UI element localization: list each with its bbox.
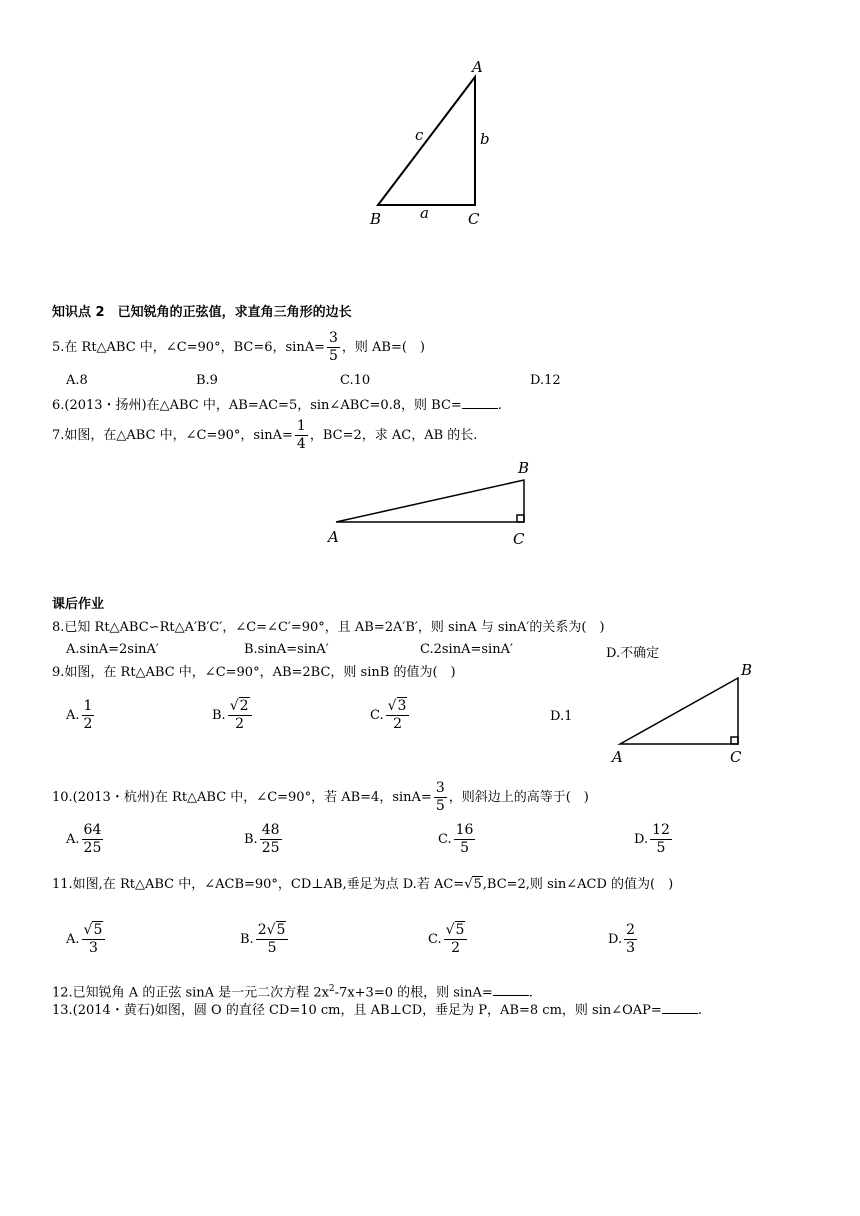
q11-c-rad: 5	[455, 922, 465, 938]
q10-d-label: D.	[634, 832, 649, 847]
question-13	[52, 1001, 702, 1020]
q8-option-b[interactable]: B.sinA=sinA′	[244, 642, 329, 657]
q10-option-c[interactable]	[438, 822, 477, 857]
q6-text-pre: 6.(2013・扬州)在△ABC 中，AB=AC=5，sin∠ABC=0.8，则 BC=	[52, 398, 462, 413]
q12-text-pre: 12.已知锐角 A 的正弦 sinA 是一元二次方程 2x	[52, 985, 329, 1001]
fig1-label-c-vertex: C	[468, 210, 480, 228]
q10-b-num: 48	[261, 822, 280, 838]
section-heading-homework: 课后作业	[52, 597, 105, 612]
q11-rad: 5	[473, 877, 482, 892]
question-7	[52, 418, 477, 453]
q10-b-label: B.	[244, 832, 258, 847]
q5-text-pre: 5.在 Rt△ABC 中，∠C=90°，BC=6，sinA=	[52, 340, 325, 355]
q13-text-pre: 13.(2014・黄石)如图，圆 O 的直径 CD=10 cm，且 AB⊥CD，垂足为 P，AB=8 cm，则 sin∠OAP=	[52, 1003, 662, 1018]
q7-text-pre: 7.如图，在△ABC 中，∠C=90°，sinA=	[52, 428, 293, 443]
q10-c-label: C.	[438, 832, 452, 847]
q11-option-b[interactable]: B. $\frac{2√5}{5}$	[240, 922, 290, 957]
q7-fraction-num: 1	[296, 418, 306, 434]
q5-fraction	[327, 330, 340, 365]
q10-c-den: 5	[460, 840, 469, 856]
q10-d-den: 5	[656, 840, 666, 856]
question-12	[52, 980, 533, 1002]
q11-option-c[interactable]: C. $\frac{√5}{2}$	[428, 922, 469, 957]
q9-option-d[interactable]: D.1	[550, 709, 573, 724]
q9-c-rad: 3	[397, 698, 407, 714]
fig2-label-c: C	[513, 530, 525, 548]
q10-fraction-den: 5	[435, 798, 445, 814]
figure-q7-triangle	[320, 456, 540, 552]
q9-c-den: 2	[393, 716, 402, 732]
q11-text-pre: 11.如图,在 Rt△ABC 中，∠ACB=90°，CD⊥AB,垂足为点 D.若 AC=	[52, 877, 465, 892]
question-11	[52, 876, 673, 894]
fig1-label-b-vertex: B	[370, 210, 382, 228]
q9-option-a[interactable]	[66, 698, 96, 733]
question-10	[52, 780, 589, 815]
fig1-label-side-a: a	[420, 204, 429, 222]
q8-option-a[interactable]: A.sinA=2sinA′	[66, 642, 159, 657]
q10-c-num: 16	[455, 822, 474, 838]
fig2-label-b: B	[518, 459, 530, 477]
q12-text-post: .	[528, 985, 533, 1001]
question-8: 8.已知 Rt△ABC∽Rt△A′B′C′，∠C=∠C′=90°，且 AB=2A′B′，则 sinA 与 sinA′的关系为( )	[52, 620, 605, 635]
fig3-label-b: B	[741, 661, 753, 679]
q9-b-rad: 2	[239, 698, 249, 714]
q8-option-d[interactable]: D.不确定	[606, 646, 660, 661]
fig3-label-a: A	[612, 748, 623, 766]
q10-b-den: 25	[261, 840, 280, 856]
q11-d-label: D.	[608, 932, 623, 947]
q5-fraction-den: 5	[328, 348, 338, 364]
q11-b-den: 5	[267, 940, 277, 956]
q11-option-d[interactable]	[608, 922, 639, 957]
q10-a-num: 64	[83, 822, 102, 838]
q5-fraction-num: 3	[328, 330, 338, 346]
q11-a-rad: 5	[93, 922, 103, 938]
q11-text-post: ,BC=2,则 sin∠ACD 的值为( )	[482, 877, 674, 892]
q10-fraction	[434, 780, 447, 815]
q6-text-post: .	[497, 398, 502, 413]
q9-a-num: 1	[83, 698, 93, 714]
q13-text-post: .	[697, 1003, 702, 1018]
q11-d-den: 3	[626, 940, 636, 956]
q10-option-a[interactable]	[66, 822, 105, 857]
q8-option-c[interactable]: C.2sinA=sinA′	[420, 642, 513, 657]
q10-a-den: 25	[83, 840, 102, 856]
q11-a-label: A.	[66, 932, 80, 947]
q11-c-label: C.	[428, 932, 442, 947]
q10-d-num: 12	[652, 822, 670, 838]
q10-option-b[interactable]	[244, 822, 284, 857]
q11-option-a[interactable]: A. $\frac{√5}{3}$	[66, 922, 107, 957]
q9-option-a-label: A.	[66, 708, 80, 723]
q11-b-coef: 2	[257, 922, 267, 938]
fig2-label-a: A	[328, 528, 339, 546]
fig3-label-c: C	[730, 748, 742, 766]
section-heading-knowledge-point-2: 知识点 2 已知锐角的正弦值，求直角三角形的边长	[52, 305, 352, 320]
q11-c-den: 2	[451, 940, 460, 956]
q5-option-b[interactable]: B.9	[196, 373, 218, 388]
fig1-label-a-vertex: A	[472, 58, 483, 76]
q11-a-den: 3	[88, 940, 98, 956]
question-9: 9.如图，在 Rt△ABC 中，∠C=90°，AB=2BC，则 sinB 的值为( )	[52, 665, 456, 680]
q9-b-den: 2	[235, 716, 245, 732]
q12-text-mid: -7x+3=0 的根，则 sinA=	[334, 985, 493, 1001]
q11-b-rad: 5	[276, 922, 286, 938]
q5-option-a[interactable]: A.8	[66, 373, 88, 388]
q6-answer-blank[interactable]	[462, 396, 498, 409]
q12-superscript: 2	[328, 984, 335, 994]
figure-triangle-abc	[360, 52, 500, 232]
q7-text-post: ，BC=2，求 AC，AB 的长.	[309, 428, 478, 443]
q5-text-post: ，则 AB=( )	[341, 340, 426, 355]
q10-option-d[interactable]	[634, 822, 674, 857]
fig1-label-side-c: c	[415, 126, 424, 144]
q10-fraction-num: 3	[435, 780, 445, 796]
figure-q9-triangle	[606, 658, 766, 768]
q10-a-label: A.	[66, 832, 80, 847]
q9-option-c[interactable]: C. $\frac{√3}{2}$	[370, 698, 411, 733]
q9-option-b-label: B.	[212, 708, 226, 723]
q9-option-c-label: C.	[370, 708, 384, 723]
q13-answer-blank[interactable]	[662, 1001, 698, 1014]
fig1-label-side-b: b	[480, 130, 490, 148]
q9-option-b[interactable]: B. $\frac{√2}{2}$	[212, 698, 254, 733]
q12-answer-blank[interactable]	[493, 983, 529, 996]
question-5	[52, 330, 425, 365]
q7-fraction-den: 4	[296, 436, 306, 452]
q5-option-c[interactable]: C.10	[340, 373, 371, 388]
q10-text-post: ，则斜边上的高等于( )	[448, 790, 589, 805]
q7-fraction	[295, 418, 308, 453]
q11-d-num: 2	[626, 922, 636, 938]
q11-sqrt: √5	[464, 877, 482, 892]
question-6	[52, 396, 502, 415]
q11-b-label: B.	[240, 932, 254, 947]
q9-a-den: 2	[83, 716, 93, 732]
q5-option-d[interactable]: D.12	[530, 373, 561, 388]
q10-text-pre: 10.(2013・杭州)在 Rt△ABC 中，∠C=90°，若 AB=4，sinA=	[52, 790, 432, 805]
